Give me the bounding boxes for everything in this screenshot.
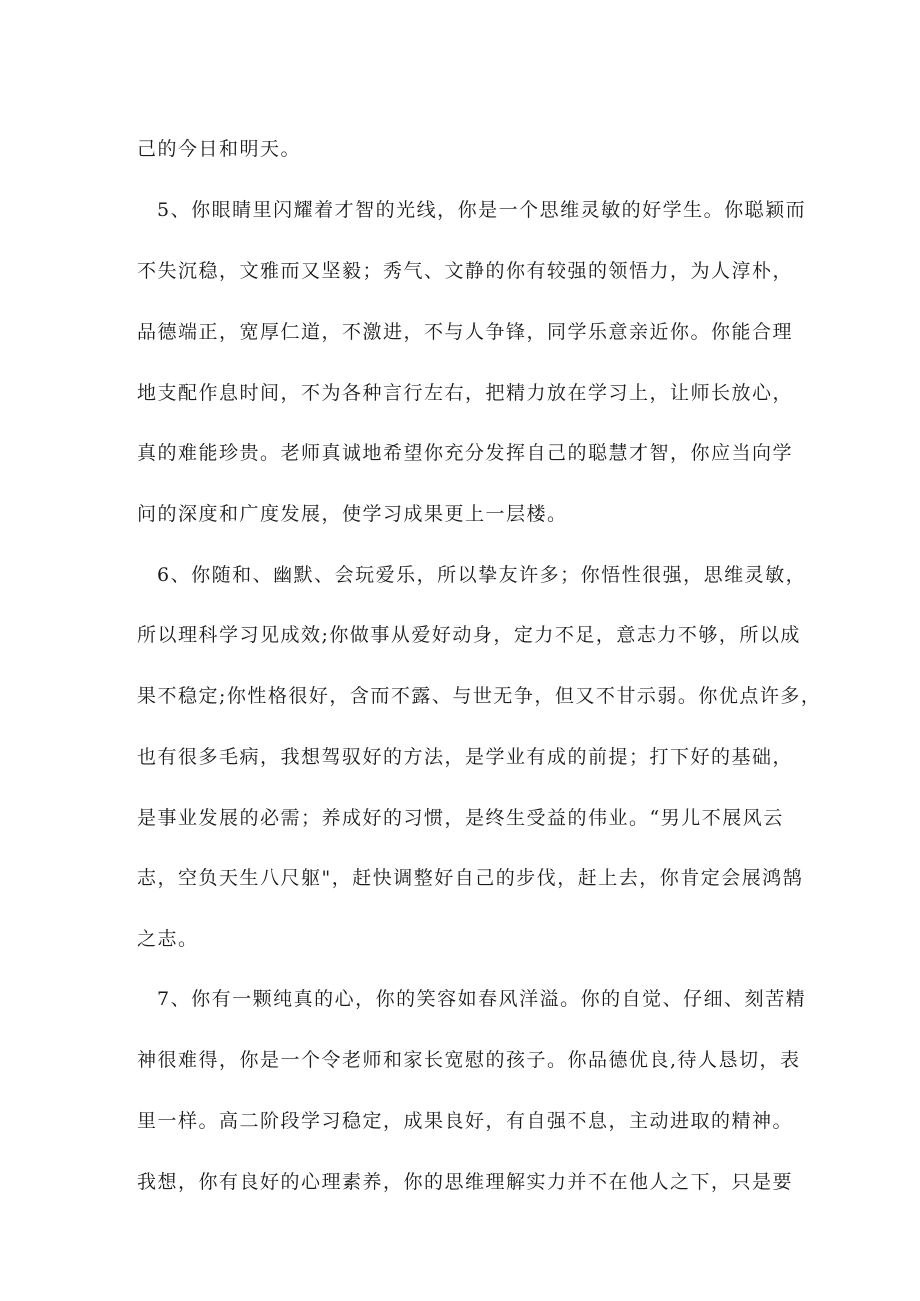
text-line: 地支配作息时间，不为各种言行左右，把精力放在学习上，让师长放心，	[137, 382, 794, 404]
text-line: 果不稳定;你性格很好，含而不露、与世无争，但又不甘示弱。你优点许多，	[137, 685, 822, 707]
paragraph-5-start: 5、你眼睛里闪耀着才智的光线，你是一个思维灵敏的好学生。你聪颖而	[157, 199, 807, 221]
text-line: 不失沉稳，文雅而又坚毅；秀气、文静的你有较强的领悟力，为人淳朴，	[137, 260, 794, 282]
text-line: 我想，你有良好的心理素养，你的思维理解实力并不在他人之下，只是要	[137, 1171, 794, 1193]
text-line: 问的深度和广度发展，使学习成果更上一层楼。	[137, 503, 568, 525]
text-line: 所以理科学习见成效;你做事从爱好动身，定力不足，意志力不够，所以成	[137, 624, 801, 646]
paragraph-6-start: 6、你随和、幽默、会玩爱乐，所以挚友许多；你悟性很强，思维灵敏，	[157, 564, 807, 586]
text-line: 己的今日和明天。	[137, 138, 302, 160]
text-line: 是事业发展的必需；养成好的习惯，是终生受益的伟业。“男儿不展风云	[137, 807, 784, 829]
text-line: 里一样。高二阶段学习稳定，成果良好，有自强不息，主动进取的精神。	[137, 1110, 794, 1132]
text-line: 品德端正，宽厚仁道，不激进，不与人争锋，同学乐意亲近你。你能合理	[137, 321, 794, 343]
text-line: 志，空负天生八尺躯"，赶快调整好自己的步伐，赶上去，你肯定会展鸿鹄	[137, 867, 804, 889]
text-line: 之志。	[137, 928, 199, 950]
text-line: 神很难得，你是一个令老师和家长宽慰的孩子。你品德优良,待人恳切，表	[137, 1049, 801, 1071]
text-line: 真的难能珍贵。老师真诚地希望你充分发挥自己的聪慧才智，你应当向学	[137, 442, 794, 464]
paragraph-7-start: 7、你有一颗纯真的心，你的笑容如春风洋溢。你的自觉、仔细、刻苦精	[157, 988, 807, 1010]
text-line: 也有很多毛病，我想驾驭好的方法，是学业有成的前提；打下好的基础，	[137, 746, 794, 768]
